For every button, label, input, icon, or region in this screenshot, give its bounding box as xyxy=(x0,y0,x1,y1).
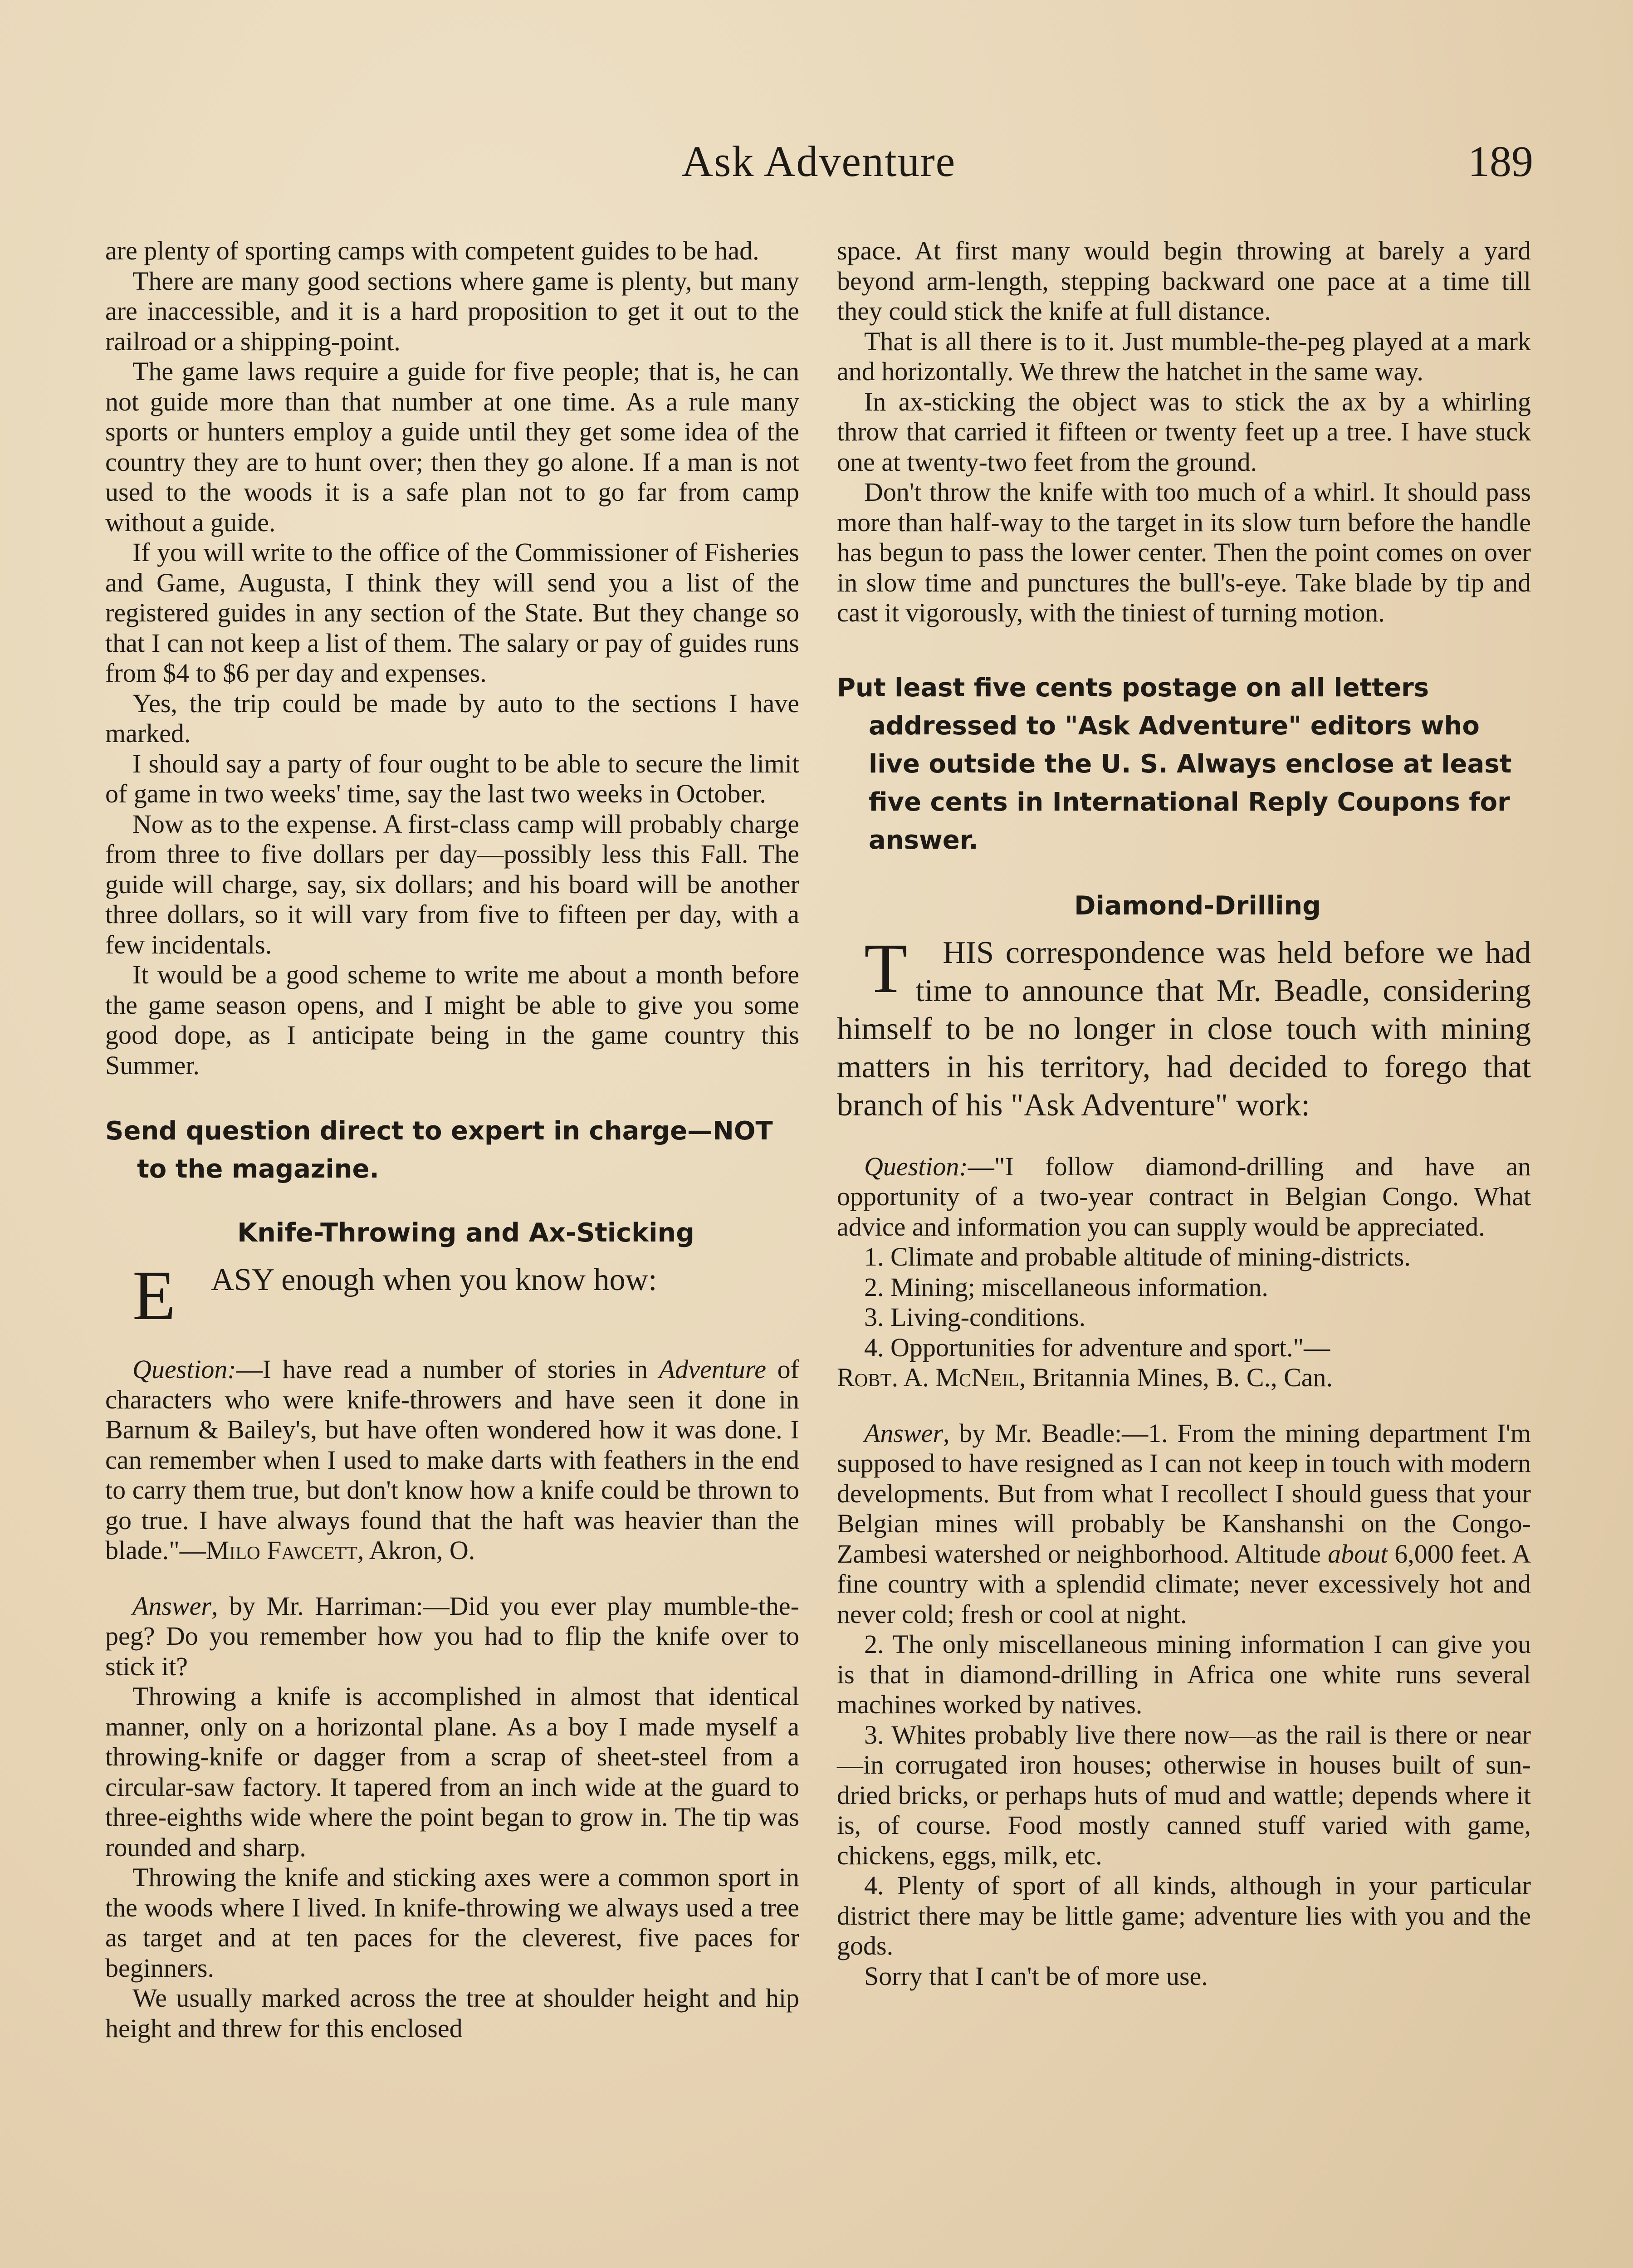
answer-text: , by Mr. Beadle:—1. From the mining department I'm supposed to have resigned as I can not keep in touch with modern developments. But from what I recollect I should guess that your Belgian mines will probably be Kanshanshi on the Congo-Zambesi watershed or neighborhood. Altitude xyxy=(837,1418,1531,1569)
paragraph: are plenty of sporting camps with competent guides to be had. xyxy=(105,236,759,265)
question-paragraph xyxy=(105,1354,799,1566)
section-title-knife-throwing: Knife-Throwing and Ax-Sticking xyxy=(237,1218,694,1248)
notice-postage: Put least five cents postage on all letters addressed to "Ask Adventure" editors who live outside the U. S. Always enclose at least five cents in International Reply Coupons for answer. xyxy=(837,673,1512,855)
notice-send-question: Send question direct to expert in charge—NOT to the magazine. xyxy=(105,1116,773,1184)
question-signature: Milo Fawcett xyxy=(205,1535,357,1565)
answer-text: , by Mr. Harriman:—Did you ever play mumble-the-peg? Do you remember how you had to flip the knife over to stick it? xyxy=(105,1591,799,1681)
running-title: Ask Adventure xyxy=(681,137,956,186)
page-number: 189 xyxy=(1468,137,1533,186)
paragraph: If you will write to the office of the Commissioner of Fisheries and Game, Augusta, I think they will send you a list of the registered guides in any section of the State. But they change so that I can not keep a list of them. The salary or pay of guides runs from $4 to $6 per day and expenses. xyxy=(105,538,799,688)
dropcap-letter: E xyxy=(132,1256,176,1334)
right-column xyxy=(837,236,1531,1991)
question-text: —I have read a number of stories in xyxy=(236,1354,659,1384)
question-signature: Robt. A. McNeil xyxy=(837,1363,1019,1392)
page-header xyxy=(104,136,1533,200)
dropcap-text: ASY enough when you know how: xyxy=(211,1262,657,1297)
answer-label: Answer xyxy=(864,1418,943,1448)
paragraph: Throwing a knife is accomplished in almost that identical manner, only on a horizontal plane. As a boy I made myself a throwing-knife or dagger from a scrap of sheet-steel from a circular-saw factory. It tapered from an inch wide at the guard to three-eighths wide where the point began to grow in. The tip was rounded and sharp. xyxy=(105,1681,799,1862)
question-place: , Akron, O. xyxy=(357,1535,475,1565)
dropcap-paragraph xyxy=(105,1256,799,1334)
question-place: , Britannia Mines, B. C., Can. xyxy=(1019,1363,1333,1392)
answer-paragraph xyxy=(105,1591,799,1682)
paragraph: That is all there is to it. Just mumble-the-peg played at a mark and horizontally. We threw the hatchet in the same way. xyxy=(837,326,1531,386)
question-item: 1. Climate and probable altitude of mining-districts. xyxy=(864,1242,1411,1271)
dropcap-text: HIS correspondence was held before we had time to announce that Mr. Beadle, considering himself to be no longer in close touch with mining matters in his territory, had decided to forego that branch of his "Ask Adventure" work: xyxy=(837,935,1531,1123)
question-item: 3. Living-conditions. xyxy=(864,1302,1086,1332)
question-item: 2. Mining; miscellaneous information. xyxy=(864,1272,1268,1302)
answer-label: Answer xyxy=(132,1591,211,1621)
left-column xyxy=(105,236,799,2043)
paragraph: Throwing the knife and sticking axes were a common sport in the woods where I lived. In knife-throwing we always used a tree as target and at ten paces for the cleverest, five paces for beginners. xyxy=(105,1862,799,1983)
paragraph: I should say a party of four ought to be able to secure the limit of game in two weeks' time, say the last two weeks in October. xyxy=(105,748,799,808)
paragraph: space. At first many would begin throwing at barely a yard beyond arm-length, stepping backward one pace at a time till they could stick the knife at full distance. xyxy=(837,236,1531,326)
paragraph: Now as to the expense. A first-class camp will probably charge from three to five dollars per day—possibly less this Fall. The guide will charge, say, six dollars; and his board will be another three dollars, so it will vary from five to fifteen per day, with a few incidentals. xyxy=(105,809,799,959)
paragraph: There are many good sections where game is plenty, but many are inaccessible, and it is a hard proposition to get it out to the railroad or a shipping-point. xyxy=(105,266,799,356)
question-text: —"I follow diamond-drilling and have an opportunity of a two-year contract in Belgian Congo. What advice and information you can supply would be appreciated. xyxy=(837,1151,1531,1242)
question-label: Question: xyxy=(864,1151,968,1181)
paragraph: We usually marked across the tree at shoulder height and hip height and threw for this enclosed xyxy=(105,1983,799,2043)
paragraph: Don't throw the knife with too much of a whirl. It should pass more than half-way to the target in its slow turn before the handle has begun to pass the lower center. Then the point comes on over in slow time and punctures the bull's-eye. Take blade by tip and cast it vigorously, with the tiniest of turning motion. xyxy=(837,477,1531,627)
magazine-name: Adventure xyxy=(659,1354,766,1384)
question-label: Question: xyxy=(132,1354,236,1384)
question-text: of characters who were knife-throwers and have seen it done in Barnum & Bailey's, but have often wondered how it was done. I can remember when I used to make darts with feathers in the end to carry them true, but don't know how a knife could be thrown to go true. I have always found that the haft was heavier than the blade."— xyxy=(105,1354,799,1565)
question-item: 4. Opportunities for adventure and sport."— xyxy=(864,1332,1330,1362)
answer-text: 6,000 feet. A fine country with a splendid climate; never excessively hot and never cold; fresh or cool at night. xyxy=(837,1539,1531,1629)
paragraph: The game laws require a guide for five people; that is, he can not guide more than that number at one time. As a rule many sports or hunters employ a guide until they get some idea of the country they are to hunt over; then they go alone. If a man is not used to the woods it is a safe plan not to go far from camp without a guide. xyxy=(105,357,799,537)
answer-emphasis: about xyxy=(1328,1539,1388,1569)
paragraph: Yes, the trip could be made by auto to the sections I have marked. xyxy=(105,688,799,748)
answer-paragraph xyxy=(837,1418,1531,1630)
paragraph: In ax-sticking the object was to stick the ax by a whirling throw that carried it fifteen or twenty feet up a tree. I have stuck one at twenty-two feet from the ground. xyxy=(837,386,1531,477)
paragraph: It would be a good scheme to write me about a month before the game season opens, and I might be able to give you some good dope, as I anticipate being in the game country this Summer. xyxy=(105,960,799,1080)
dropcap-paragraph xyxy=(837,929,1531,1124)
dropcap-letter: T xyxy=(864,929,908,1007)
section-title-diamond-drilling: Diamond-Drilling xyxy=(1074,890,1321,921)
paragraph: 4. Plenty of sport of all kinds, although in your particular district there may be little game; adventure lies with you and the gods. xyxy=(837,1871,1531,1960)
paragraph: 3. Whites probably live there now—as the rail is there or near—in corrugated iron houses; otherwise in houses built of sun-dried bricks, or perhaps huts of mud and wattle; depends where it is, of course. Food mostly canned stuff varied with game, chickens, eggs, milk, etc. xyxy=(837,1720,1531,1870)
paragraph: Sorry that I can't be of more use. xyxy=(864,1961,1208,1991)
question-paragraph xyxy=(837,1152,1531,1242)
question-signature-line xyxy=(837,1363,1531,1393)
paragraph: 2. The only miscellaneous mining information I can give you is that in diamond-drilling in Africa one white runs several machines worked by natives. xyxy=(837,1629,1531,1719)
